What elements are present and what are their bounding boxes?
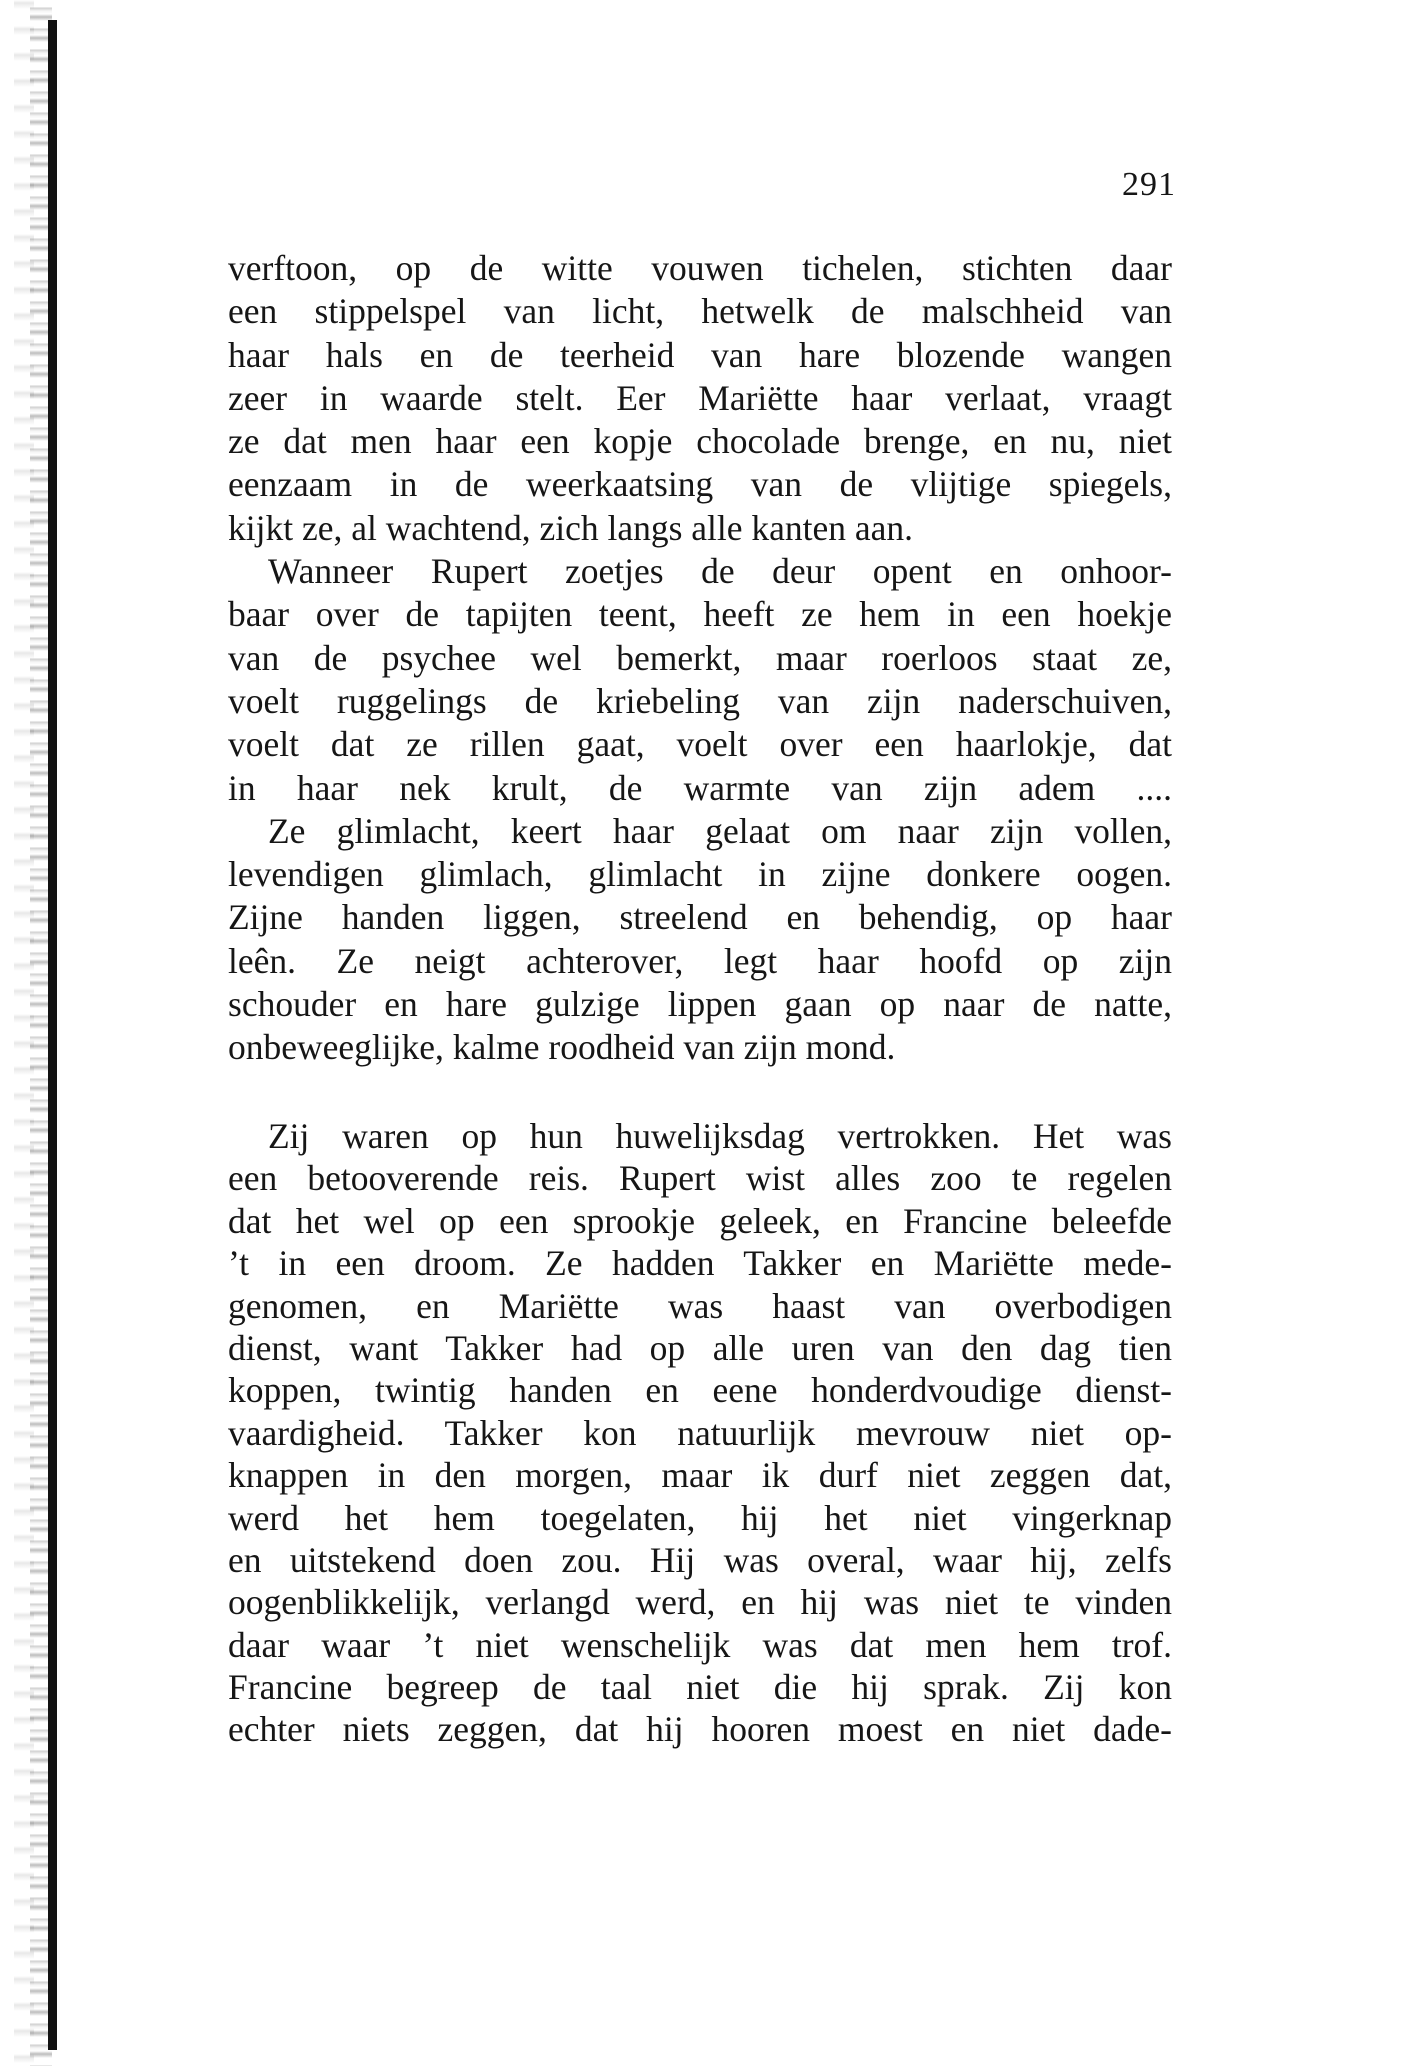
text-line: baar over de tapijten teent, heeft ze hem in een hoekje [228,594,1172,635]
text-block-upper [228,247,1172,1070]
text-line: koppen, twintig handen en eene honderdvoudige dienst- [228,1370,1172,1411]
text-line: zeer in waarde stelt. Eer Mariëtte haar verlaat, vraagt [228,377,1172,418]
text-line: daar waar ’t niet wenschelijk was dat men hem trof. [228,1624,1172,1665]
text-line: Zijne handen liggen, streelend en behendig, op haar [228,897,1172,938]
text-line: van de psychee wel bemerkt, maar roerloos staat ze, [228,637,1172,678]
text-line: ze dat men haar een kopje chocolade brenge, en nu, niet [228,421,1172,462]
text-line: dat het wel op een sprookje geleek, en Francine beleefde [228,1200,1172,1241]
text-line: werd het hem toegelaten, hij het niet vingerknap [228,1497,1172,1538]
text-line: eenzaam in de weerkaatsing van de vlijtige spiegels, [228,464,1172,505]
text-line: dienst, want Takker had op alle uren van den dag tien [228,1327,1172,1368]
text-line: knappen in den morgen, maar ik durf niet zeggen dat, [228,1455,1172,1496]
text-line: ’t in een droom. Ze hadden Takker en Mariëtte mede- [228,1243,1172,1284]
page-number: 291 [1122,166,1176,203]
binding-gutter-shadow [0,0,80,2066]
text-line: onbeweeglijke, kalme roodheid van zijn mond. [228,1027,896,1068]
text-line: een stippelspel van licht, hetwelk de malschheid van [228,291,1172,332]
text-line: echter niets zeggen, dat hij hooren moest en niet dade- [228,1709,1172,1750]
text-line: voelt ruggelings de kriebeling van zijn naderschuiven, [228,680,1172,721]
text-line: oogenblikkelijk, verlangd werd, en hij was niet te vinden [228,1582,1172,1623]
text-line: genomen, en Mariëtte was haast van overbodigen [228,1285,1172,1326]
text-line: kijkt ze, al wachtend, zich langs alle kanten aan. [228,507,914,548]
text-line: Zij waren op hun huwelijksdag vertrokken. Het was [268,1116,1172,1156]
text-line: verftoon, op de witte vouwen tichelen, stichten daar [228,248,1172,288]
text-line: schouder en hare gulzige lippen gaan op naar de natte, [228,984,1172,1025]
text-line: leên. Ze neigt achterover, legt haar hoofd op zijn [228,940,1172,981]
text-line: Francine begreep de taal niet die hij sprak. Zij kon [228,1667,1172,1708]
text-line: en uitstekend doen zou. Hij was overal, waar hij, zelfs [228,1539,1172,1580]
text-line: Wanneer Rupert zoetjes de deur opent en onhoor- [268,551,1172,592]
text-line: een betooverende reis. Rupert wist alles zoo te regelen [228,1158,1172,1199]
text-line: vaardigheid. Takker kon natuurlijk mevrouw niet op- [228,1412,1172,1453]
text-line: in haar nek krult, de warmte van zijn adem .... [228,767,1172,808]
page-edge-line [48,20,57,2050]
text-line: voelt dat ze rillen gaat, voelt over een haarlokje, dat [228,724,1172,765]
text-line: levendigen glimlach, glimlacht in zijne donkere oogen. [228,854,1172,895]
text-block-lower [228,1115,1172,1751]
text-line: haar hals en de teerheid van hare blozende wangen [228,334,1172,375]
text-line: Ze glimlacht, keert haar gelaat om naar zijn vollen, [268,810,1172,851]
